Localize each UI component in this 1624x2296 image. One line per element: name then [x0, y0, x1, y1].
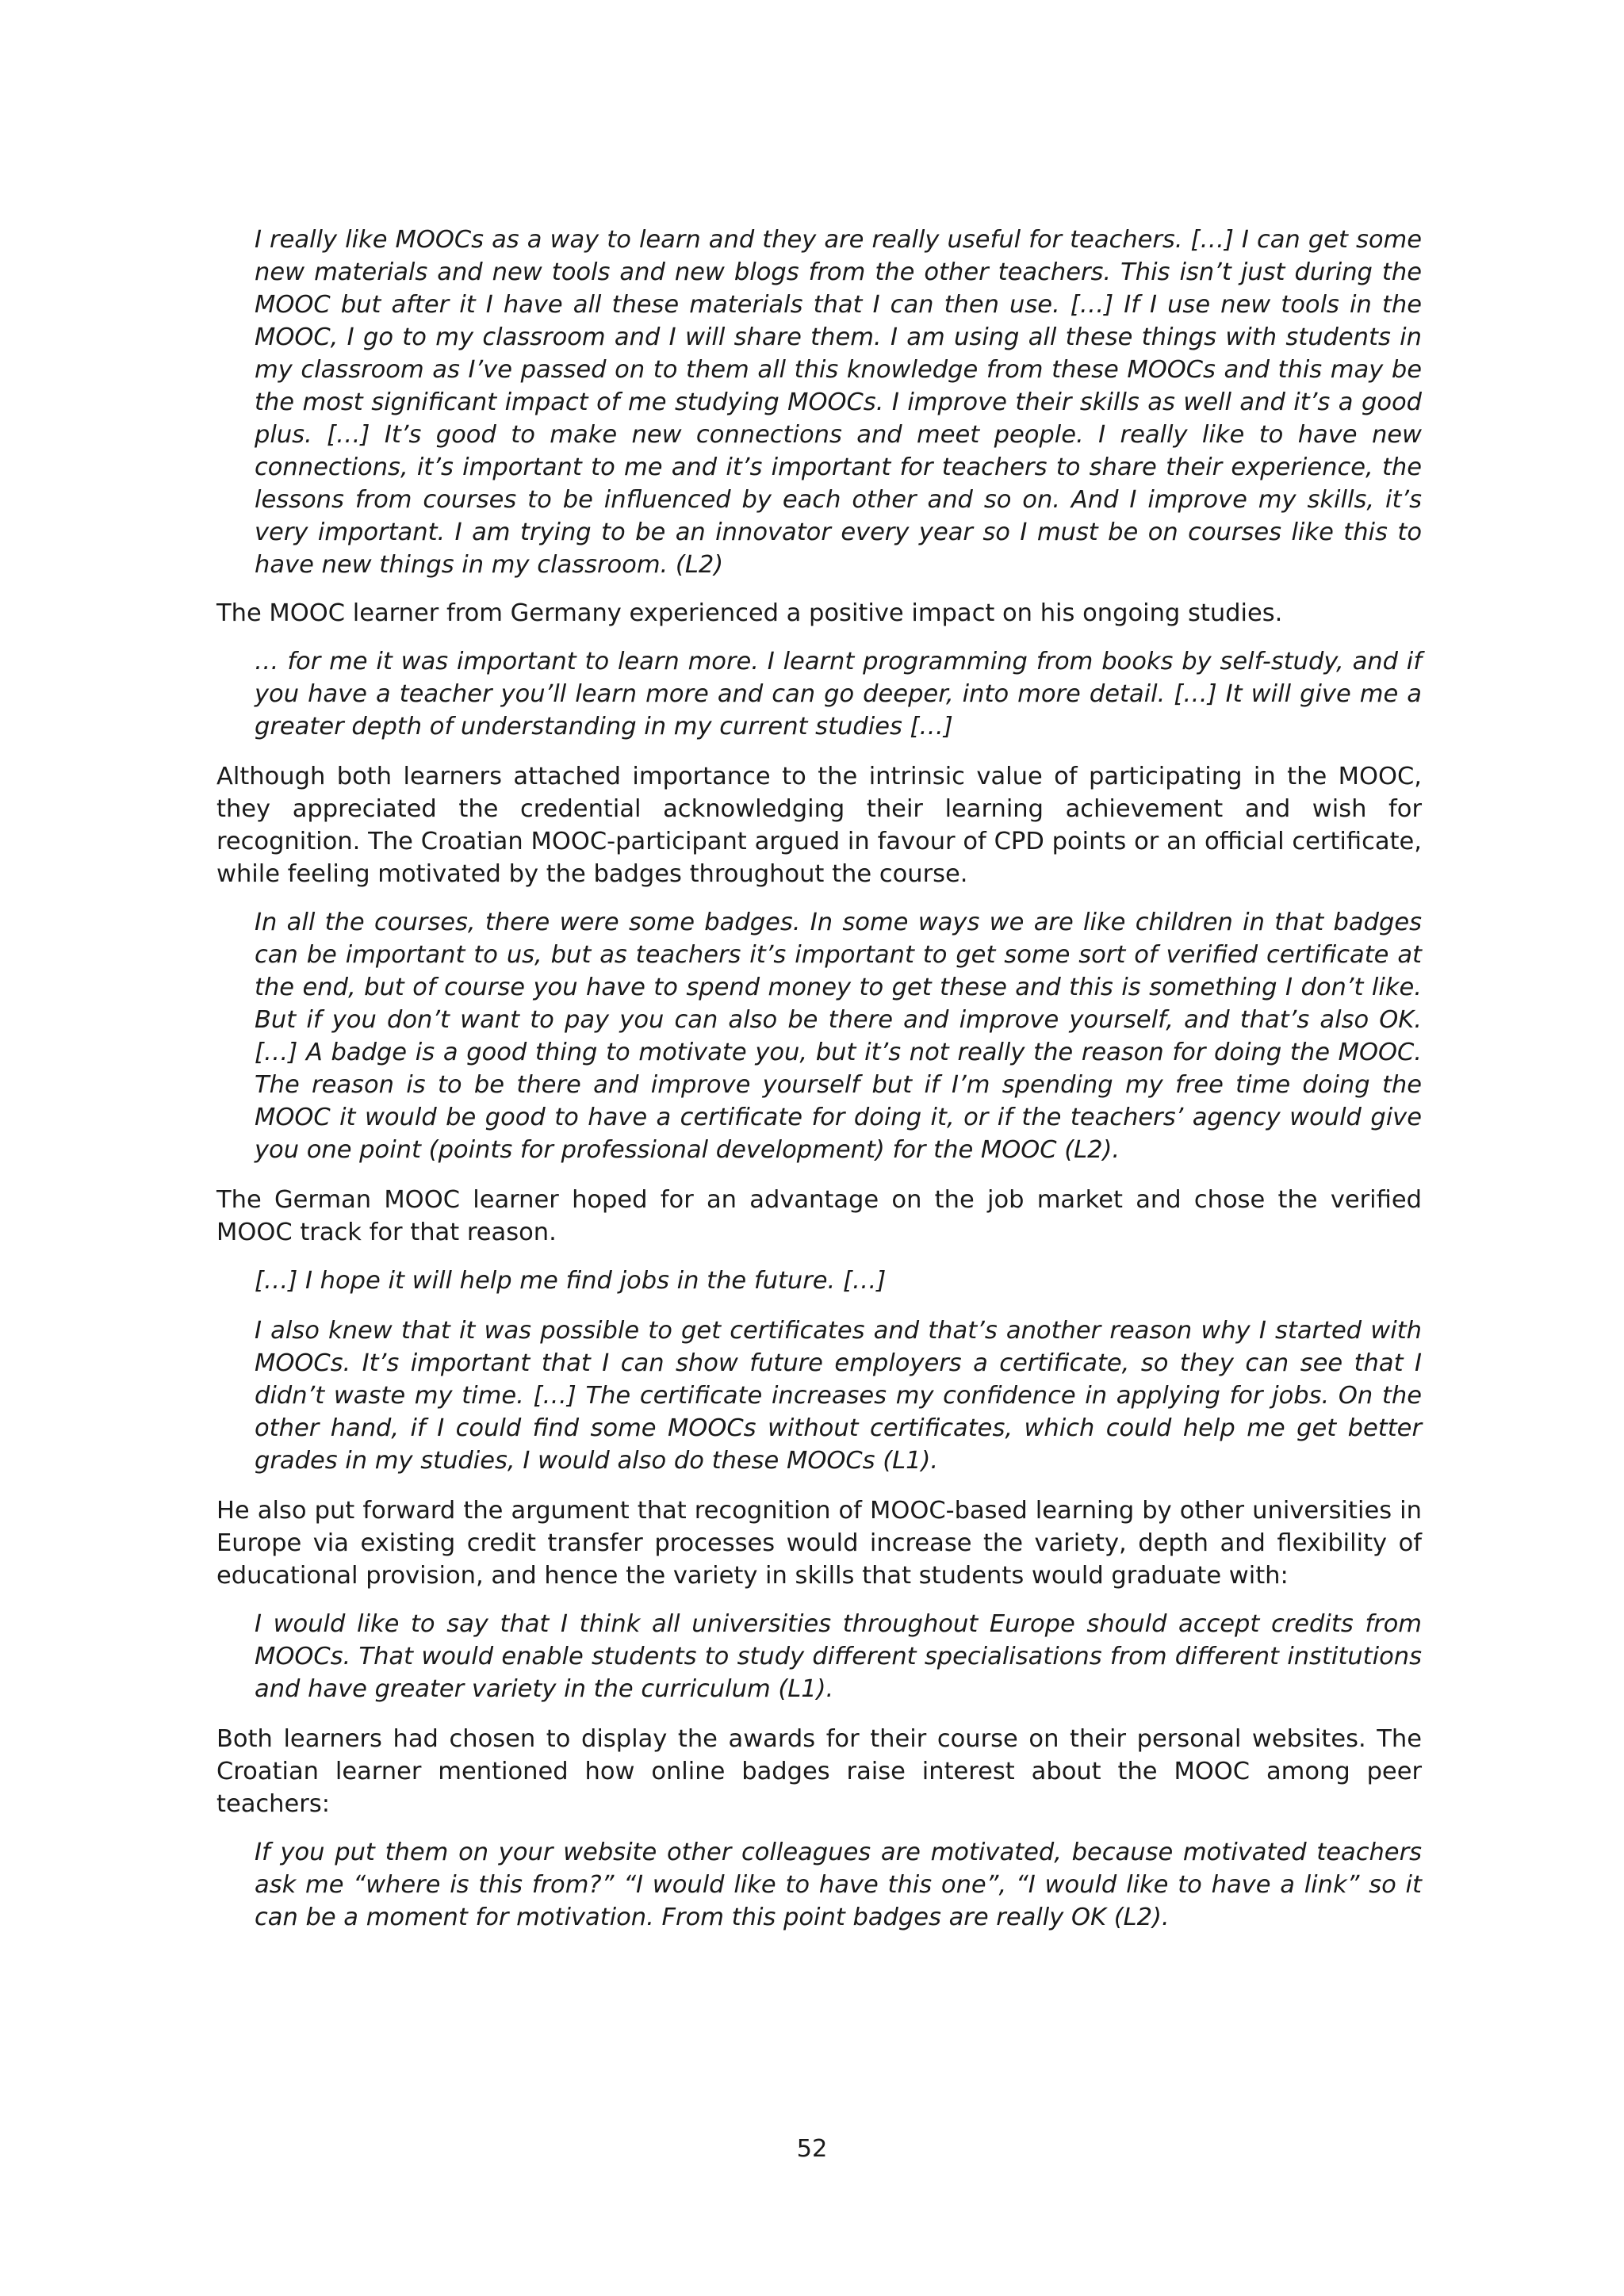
quote-website-badges: If you put them on your website other colleagues are motivated, because motivated teachers ask me “where is this from?” “I would like to have this one”, “I would like to have a link” so it can be a moment for motivation. From this point badges are really OK (L2).: [255, 1839, 1422, 1931]
quote-find-jobs: […] I hope it will help me find jobs in the future. […]: [255, 1267, 887, 1295]
quote-learn-more: … for me it was important to learn more. I learnt programming from books by self-study, and if you have a teacher you’ll learn more and can go deeper, into more detail. […] It will give me a greater depth of understanding in my current studies […]: [255, 648, 1422, 740]
page-number: 52: [796, 2135, 828, 2163]
quote-teacher-moocs: I really like MOOCs as a way to learn and they are really useful for teachers. […] I can get some new materials and new tools and new blogs from the other teachers. This isn’t just during the MOOC but after it I have all these materials that I can then use. […] If I use new tools in the MOOC, I go to my classroom and I will share them. I am using all these things with students in my classroom as I’ve passed on to them all this knowledge from these MOOCs and this may be the most significant impact of me studying MOOCs. I improve their skills as well and it’s a good plus. […] It’s good to make new connections and meet people. I really like to have new connections, it’s important to me and it’s important for teachers to share their experience, the lessons from courses to be influenced by each other and so on. And I improve my skills, it’s very important. I am trying to be an innovator every year so I must be on courses like this to have new things in my classroom. (L2): [255, 226, 1422, 579]
quote-universities-credits: I would like to say that I think all universities throughout Europe should accept credits from MOOCs. That would enable students to study different specialisations from different institutions and have greater variety in the curriculum (L1).: [255, 1610, 1422, 1703]
paragraph-job-market: The German MOOC learner hoped for an advantage on the job market and chose the verified MOOC track for that reason.: [216, 1186, 1422, 1246]
paragraph-recognition: Although both learners attached importance to the intrinsic value of participating in the MOOC, they appreciated the credential acknowledging their learning achievement and wish for recognition. The Croatian MOOC-participant argued in favour of CPD points or an official certificate, while feeling motivated by the badges throughout the course.: [216, 763, 1422, 888]
paragraph-credit-transfer: He also put forward the argument that recognition of MOOC-based learning by other universities in Europe via existing credit transfer processes would increase the variety, depth and flexibility of educational provision, and hence the variety in skills that students would graduate with:: [216, 1497, 1422, 1590]
quote-certificates: I also knew that it was possible to get certificates and that’s another reason why I started with MOOCs. It’s important that I can show future employers a certificate, so they can see that I didn’t waste my time. […] The certificate increases my confidence in applying for jobs. On the other hand, if I could find some MOOCs without certificates, which could help me get better grades in my studies, I would also do these MOOCs (L1).: [255, 1317, 1422, 1475]
paragraph-awards-websites: Both learners had chosen to display the awards for their course on their personal websites. The Croatian learner mentioned how online badges raise interest about the MOOC among peer teachers:: [216, 1725, 1422, 1818]
quote-badges: In all the courses, there were some badges. In some ways we are like children in that badges can be important to us, but as teachers it’s important to get some sort of verified certificate at the end, but of course you have to spend money to get these and this is something I don’t like. But if you don’t want to pay you can also be there and improve yourself, and that’s also OK. […] A badge is a good thing to motivate you, but it’s not really the reason for doing the MOOC. The reason is to be there and improve yourself but if I’m spending my free time doing the MOOC it would be good to have a certificate for doing it, or if the teachers’ agency would give you one point (points for professional development) for the MOOC (L2).: [255, 909, 1422, 1164]
paragraph-germany-learner: The MOOC learner from Germany experienced a positive impact on his ongoing studies.: [216, 599, 1283, 627]
document-body: [216, 224, 1422, 1934]
